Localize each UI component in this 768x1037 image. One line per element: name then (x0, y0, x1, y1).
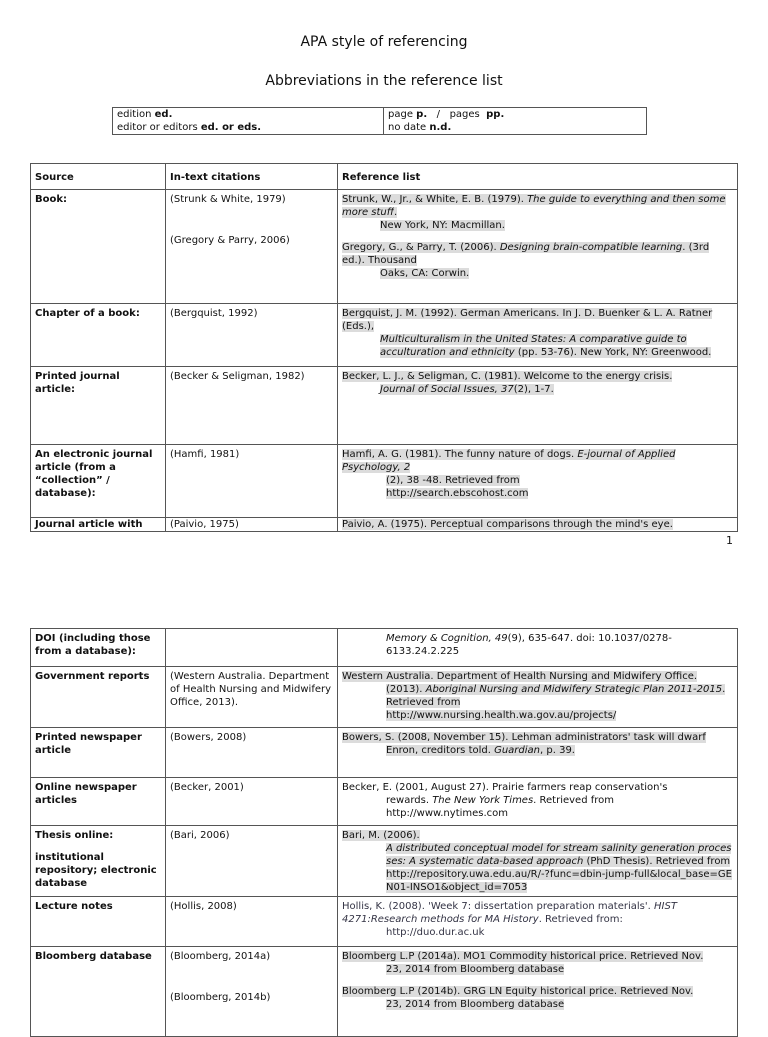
abbr-cell-left: edition ed. editor or editors ed. or eds. (113, 108, 384, 135)
page-title: APA style of referencing (300, 34, 468, 50)
table-row: DOI (including those from a database): Memory & Cognition, 49(9), 635-647. doi: 10.1037/0278-6133.24.2.225 (31, 629, 738, 667)
reference-table-page1 (30, 163, 738, 532)
table-row: An electronic journal article (from a “collection” / database): (Hamfi, 1981) Hamfi, A. G. (1981). The funny nature of dogs. E-journal of Applied Psychology, 2 (2), 38 -48. Retrieved from http://search.ebscohost.com (31, 445, 738, 518)
table-row: Thesis online: institutional repository; electronic database (Bari, 2006) Bari, M. (2006). A distributed conceptual model for stream salinity generation processes: A systematic data-based approach (PhD Thesis). Retrieved from http://repository.uwa.edu.au/R/-?func=dbin-jump-full&local_base=GEN01-INSO1&object_id=7053 (31, 826, 738, 897)
header-source: Source (31, 164, 166, 190)
abbr-cell-right: page p. / pages pp. no date n.d. (384, 108, 647, 135)
table-row: Printed journal article: (Becker & Seligman, 1982) Becker, L. J., & Seligman, C. (1981). Welcome to the energy crisis. Journal of Social Issues, 37(2), 1-7. (31, 367, 738, 445)
table-row: Journal article with (Paivio, 1975) Paivio, A. (1975). Perceptual comparisons through the mind's eye. (31, 518, 738, 532)
header-intext: In-text citations (166, 164, 338, 190)
table-row: Chapter of a book: (Bergquist, 1992) Bergquist, J. M. (1992). German Americans. In J. D. Buenker & L. A. Ratner (Eds.), Multiculturalism in the United States: A comparative guide to acculturation and ethnicity (pp. 53-76). New York, NY: Greenwood. (31, 304, 738, 367)
table-row: Government reports (Western Australia. Department of Health Nursing and Midwifery Office, 2013). Western Australia. Department of Health Nursing and Midwifery Office. (2013). Aboriginal Nursing and Midwifery Strategic Plan 2011-2015. Retrieved from http://www.nursing.health.wa.gov.au/projects/ (31, 667, 738, 728)
table-row: Lecture notes (Hollis, 2008) Hollis, K. (2008). 'Week 7: dissertation preparation materials'. HIST 4271:Research methods for MA History. Retrieved from: http://duo.dur.ac.uk (31, 897, 738, 947)
reference-table-page2 (30, 628, 738, 1037)
table-row: Bloomberg database (Bloomberg, 2014a) (Bloomberg, 2014b) Bloomberg L.P (2014a). MO1 Commodity historical price. Retrieved Nov. 23, 2014 from Bloomberg database Bloomberg L.P (2014b). GRG LN Equity historical price. Retrieved Nov. 23, 2014 from Bloomberg database (31, 947, 738, 1037)
table-header-row (31, 164, 738, 190)
table-row: Printed newspaper article (Bowers, 2008) Bowers, S. (2008, November 15). Lehman administrators' task will dwarf Enron, creditors told. Guardian, p. 39. (31, 728, 738, 778)
table-row: Book: (Strunk & White, 1979) (Gregory & Parry, 2006) Strunk, W., Jr., & White, E. B. (1979). The guide to everything and then some more stuff. New York, NY: Macmillan. Gregory, G., & Parry, T. (2006). Designing brain-compatible learning. (3rd ed.). Thousand Oaks, CA: Corwin. (31, 190, 738, 304)
header-reflist: Reference list (338, 164, 738, 190)
table-row: Online newspaper articles (Becker, 2001) Becker, E. (2001, August 27). Prairie farmers reap conservation's rewards. The New York Times. Retrieved from http://www.nytimes.com (31, 778, 738, 826)
page-subtitle: Abbreviations in the reference list (265, 73, 503, 89)
page-number: 1 (726, 534, 733, 547)
abbreviations-table (112, 107, 647, 135)
